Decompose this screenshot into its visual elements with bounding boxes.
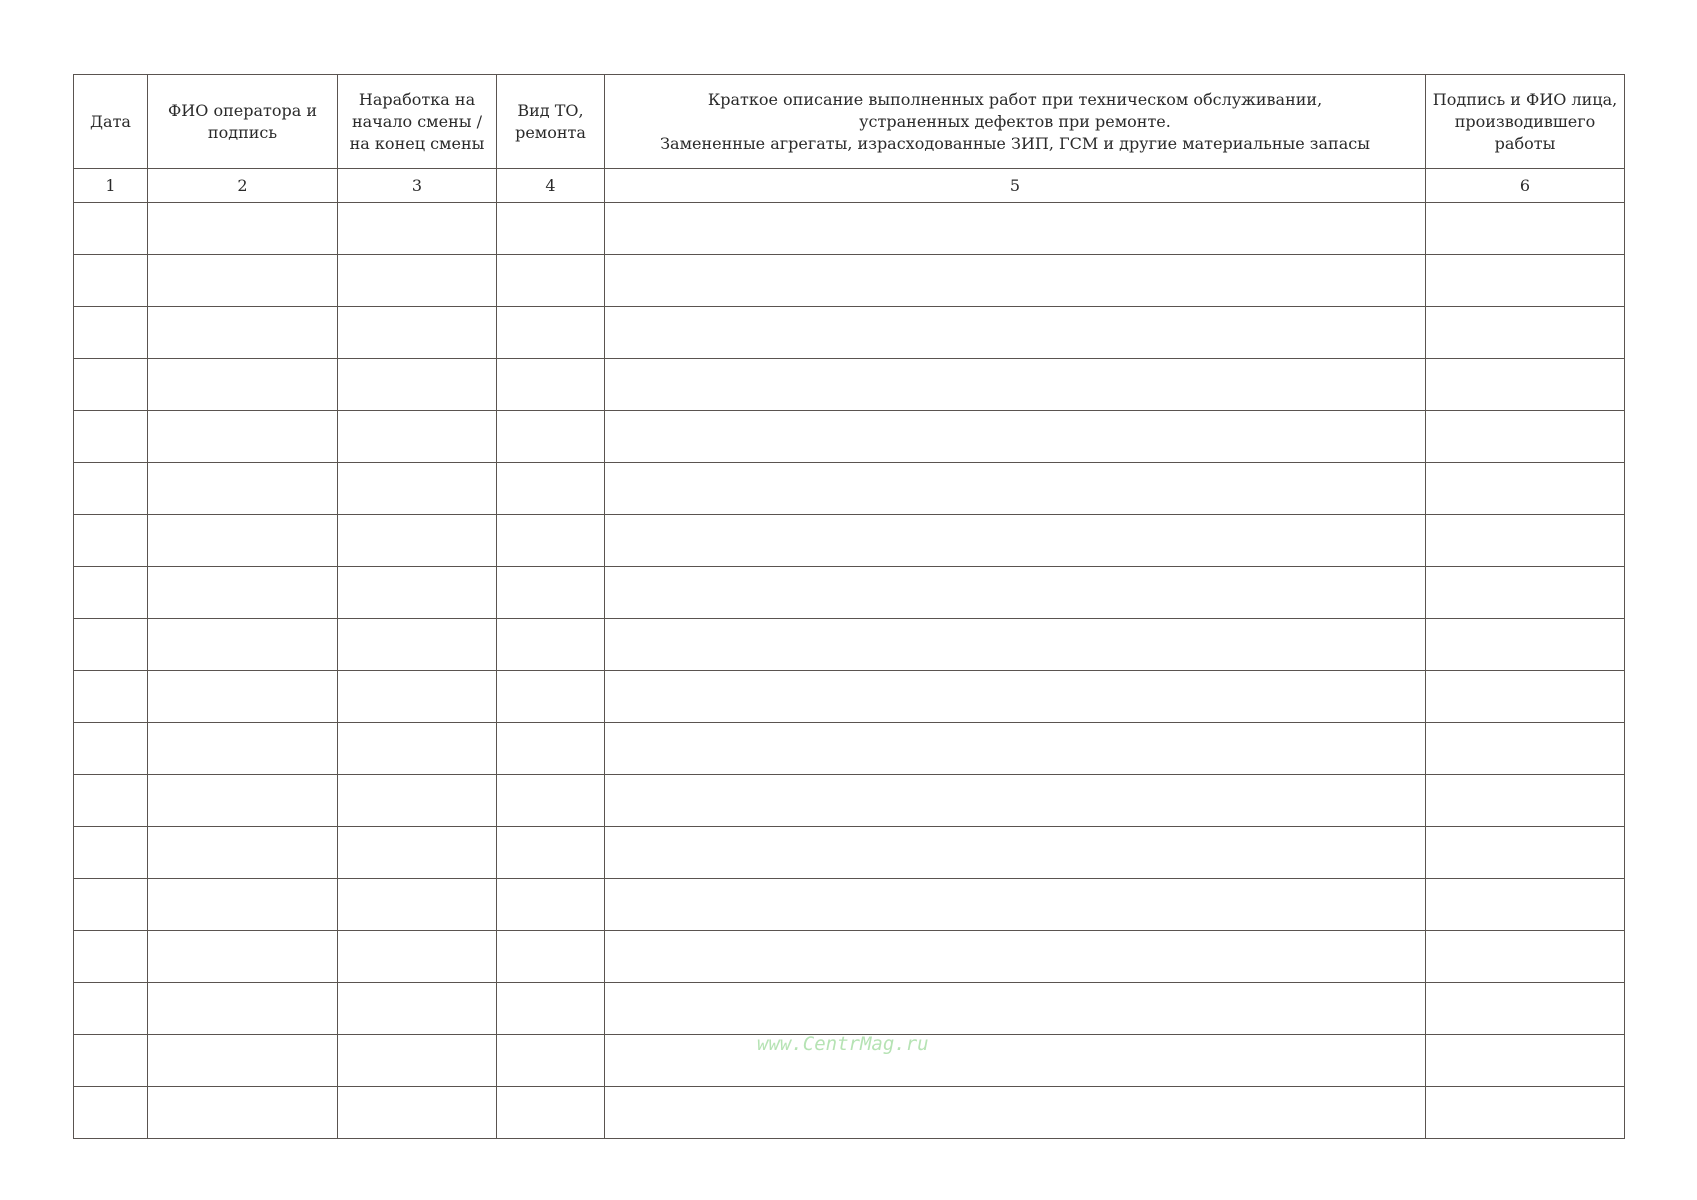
column-number: 2 — [148, 169, 338, 203]
cell-performer-signature[interactable] — [1426, 411, 1625, 463]
cell-date[interactable] — [74, 411, 148, 463]
cell-operator-name[interactable] — [148, 931, 338, 983]
cell-date[interactable] — [74, 463, 148, 515]
cell-operator-name[interactable] — [148, 255, 338, 307]
cell-performer-signature[interactable] — [1426, 879, 1625, 931]
table-row — [74, 359, 1625, 411]
cell-performer-signature[interactable] — [1426, 983, 1625, 1035]
cell-date[interactable] — [74, 255, 148, 307]
cell-operating-hours[interactable] — [338, 723, 497, 775]
cell-work-description[interactable] — [605, 203, 1426, 255]
cell-work-description[interactable] — [605, 1087, 1426, 1139]
cell-maintenance-type[interactable] — [497, 619, 605, 671]
cell-operating-hours[interactable] — [338, 619, 497, 671]
cell-date[interactable] — [74, 723, 148, 775]
cell-date[interactable] — [74, 827, 148, 879]
cell-operating-hours[interactable] — [338, 567, 497, 619]
cell-maintenance-type[interactable] — [497, 515, 605, 567]
cell-work-description[interactable] — [605, 359, 1426, 411]
cell-performer-signature[interactable] — [1426, 307, 1625, 359]
table-row — [74, 411, 1625, 463]
cell-work-description[interactable] — [605, 931, 1426, 983]
cell-performer-signature[interactable] — [1426, 515, 1625, 567]
cell-performer-signature[interactable] — [1426, 203, 1625, 255]
cell-performer-signature[interactable] — [1426, 567, 1625, 619]
cell-date[interactable] — [74, 671, 148, 723]
table-row — [74, 775, 1625, 827]
cell-work-description[interactable] — [605, 567, 1426, 619]
cell-performer-signature[interactable] — [1426, 671, 1625, 723]
cell-work-description[interactable] — [605, 879, 1426, 931]
cell-operating-hours[interactable] — [338, 411, 497, 463]
cell-date[interactable] — [74, 359, 148, 411]
cell-maintenance-type[interactable] — [497, 827, 605, 879]
cell-operating-hours[interactable] — [338, 827, 497, 879]
cell-performer-signature[interactable] — [1426, 1087, 1625, 1139]
cell-work-description[interactable] — [605, 463, 1426, 515]
header-row — [74, 75, 1625, 169]
cell-operator-name[interactable] — [148, 775, 338, 827]
cell-work-description[interactable] — [605, 255, 1426, 307]
cell-operating-hours[interactable] — [338, 203, 497, 255]
cell-operator-name[interactable] — [148, 671, 338, 723]
cell-operator-name[interactable] — [148, 827, 338, 879]
cell-operator-name[interactable] — [148, 203, 338, 255]
table-row — [74, 619, 1625, 671]
cell-performer-signature[interactable] — [1426, 359, 1625, 411]
column-number: 1 — [74, 169, 148, 203]
header-maintenance-type: Вид ТО, ремонта — [497, 75, 605, 169]
column-number-row — [74, 169, 1625, 203]
cell-performer-signature[interactable] — [1426, 723, 1625, 775]
cell-maintenance-type[interactable] — [497, 203, 605, 255]
table-row — [74, 983, 1625, 1035]
header-performer-signature: Подпись и ФИО лица, производившего работы — [1426, 75, 1625, 169]
cell-operator-name[interactable] — [148, 983, 338, 1035]
cell-work-description[interactable] — [605, 515, 1426, 567]
cell-operator-name[interactable] — [148, 463, 338, 515]
cell-maintenance-type[interactable] — [497, 723, 605, 775]
cell-work-description[interactable] — [605, 723, 1426, 775]
cell-operator-name[interactable] — [148, 307, 338, 359]
cell-maintenance-type[interactable] — [497, 567, 605, 619]
column-number: 6 — [1426, 169, 1625, 203]
cell-performer-signature[interactable] — [1426, 255, 1625, 307]
cell-date[interactable] — [74, 515, 148, 567]
column-number: 3 — [338, 169, 497, 203]
cell-performer-signature[interactable] — [1426, 775, 1625, 827]
cell-work-description[interactable] — [605, 827, 1426, 879]
cell-maintenance-type[interactable] — [497, 463, 605, 515]
cell-maintenance-type[interactable] — [497, 411, 605, 463]
table-row — [74, 671, 1625, 723]
table-row — [74, 307, 1625, 359]
table-row — [74, 827, 1625, 879]
column-number: 4 — [497, 169, 605, 203]
table-row — [74, 567, 1625, 619]
cell-performer-signature[interactable] — [1426, 827, 1625, 879]
cell-operating-hours[interactable] — [338, 1087, 497, 1139]
cell-performer-signature[interactable] — [1426, 619, 1625, 671]
cell-date[interactable] — [74, 775, 148, 827]
cell-date[interactable] — [74, 307, 148, 359]
cell-work-description[interactable] — [605, 775, 1426, 827]
cell-work-description[interactable] — [605, 671, 1426, 723]
cell-work-description[interactable] — [605, 307, 1426, 359]
cell-operator-name[interactable] — [148, 619, 338, 671]
cell-performer-signature[interactable] — [1426, 1035, 1625, 1087]
cell-operator-name[interactable] — [148, 515, 338, 567]
header-operating-hours: Наработка на начало смены / на конец смены — [338, 75, 497, 169]
cell-maintenance-type[interactable] — [497, 931, 605, 983]
cell-date[interactable] — [74, 1087, 148, 1139]
cell-operating-hours[interactable] — [338, 255, 497, 307]
cell-maintenance-type[interactable] — [497, 359, 605, 411]
table-row — [74, 255, 1625, 307]
cell-maintenance-type[interactable] — [497, 307, 605, 359]
cell-date[interactable] — [74, 619, 148, 671]
cell-work-description[interactable] — [605, 983, 1426, 1035]
cell-operating-hours[interactable] — [338, 359, 497, 411]
cell-maintenance-type[interactable] — [497, 879, 605, 931]
header-work-description: Краткое описание выполненных работ при техническом обслуживании, устраненных дефектов при ремонте. Замененные агрегаты, израсходованные ЗИП, ГСМ и другие материальные запасы — [605, 75, 1426, 169]
cell-operator-name[interactable] — [148, 567, 338, 619]
cell-maintenance-type[interactable] — [497, 775, 605, 827]
cell-date[interactable] — [74, 1035, 148, 1087]
table-row — [74, 515, 1625, 567]
cell-date[interactable] — [74, 983, 148, 1035]
cell-date[interactable] — [74, 931, 148, 983]
header-date: Дата — [74, 75, 148, 169]
cell-work-description[interactable] — [605, 619, 1426, 671]
cell-maintenance-type[interactable] — [497, 983, 605, 1035]
cell-date[interactable] — [74, 203, 148, 255]
cell-work-description[interactable] — [605, 411, 1426, 463]
cell-operating-hours[interactable] — [338, 515, 497, 567]
table-row — [74, 203, 1625, 255]
cell-operator-name[interactable] — [148, 879, 338, 931]
cell-operating-hours[interactable] — [338, 931, 497, 983]
header-operator-name: ФИО оператора и подпись — [148, 75, 338, 169]
cell-date[interactable] — [74, 567, 148, 619]
cell-operator-name[interactable] — [148, 1035, 338, 1087]
cell-work-description[interactable] — [605, 1035, 1426, 1087]
cell-operator-name[interactable] — [148, 411, 338, 463]
cell-operating-hours[interactable] — [338, 1035, 497, 1087]
cell-operator-name[interactable] — [148, 723, 338, 775]
table-row — [74, 1087, 1625, 1139]
cell-maintenance-type[interactable] — [497, 1087, 605, 1139]
table-row — [74, 879, 1625, 931]
cell-operating-hours[interactable] — [338, 983, 497, 1035]
cell-date[interactable] — [74, 879, 148, 931]
table-row — [74, 931, 1625, 983]
table-row — [74, 463, 1625, 515]
cell-operating-hours[interactable] — [338, 307, 497, 359]
log-body — [74, 203, 1625, 1139]
cell-operating-hours[interactable] — [338, 463, 497, 515]
table-row — [74, 723, 1625, 775]
cell-operating-hours[interactable] — [338, 671, 497, 723]
cell-operator-name[interactable] — [148, 1087, 338, 1139]
cell-maintenance-type[interactable] — [497, 671, 605, 723]
cell-operator-name[interactable] — [148, 359, 338, 411]
cell-operating-hours[interactable] — [338, 879, 497, 931]
watermark: www.CentrMag.ru — [757, 1033, 929, 1055]
column-number: 5 — [605, 169, 1426, 203]
cell-operating-hours[interactable] — [338, 775, 497, 827]
cell-performer-signature[interactable] — [1426, 463, 1625, 515]
cell-maintenance-type[interactable] — [497, 1035, 605, 1087]
cell-performer-signature[interactable] — [1426, 931, 1625, 983]
cell-maintenance-type[interactable] — [497, 255, 605, 307]
maintenance-log-table — [73, 74, 1625, 1139]
